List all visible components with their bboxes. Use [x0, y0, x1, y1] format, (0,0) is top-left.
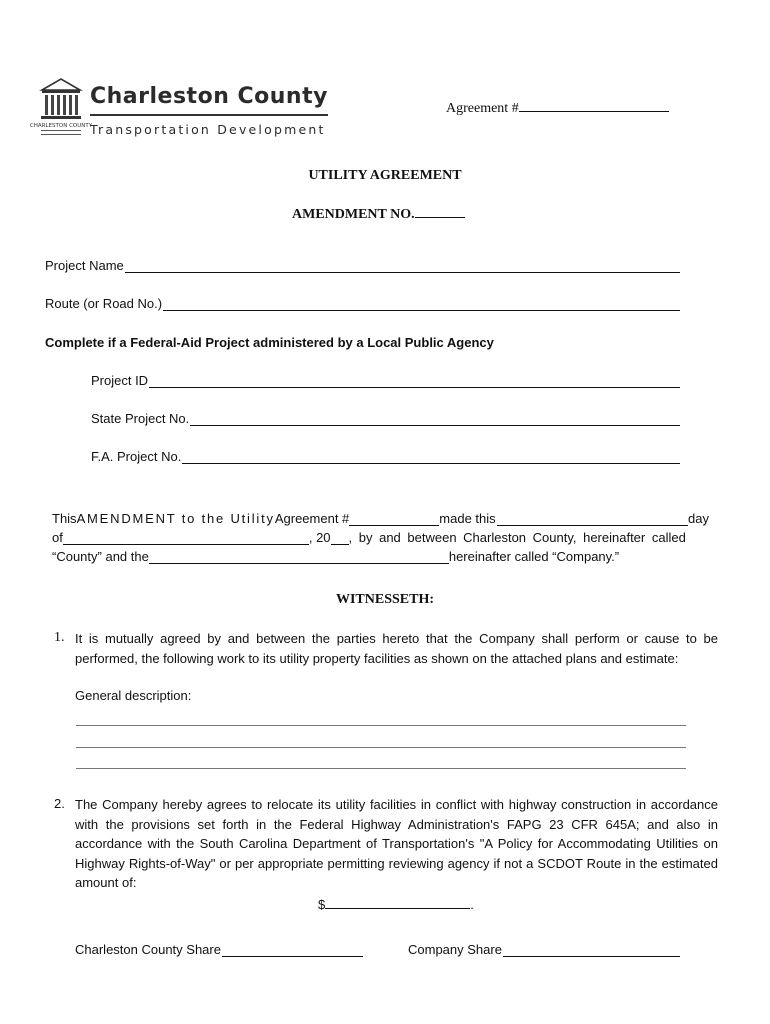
agreement-number-label: Agreement #	[446, 101, 519, 116]
project-name-blank[interactable]	[125, 258, 680, 273]
amendment-number	[292, 204, 465, 223]
county-share-label: Charleston County Share	[75, 942, 221, 957]
intro-day-blank[interactable]	[497, 511, 688, 526]
intro-county-and: “County” and the	[52, 549, 149, 564]
witnesseth-heading: WITNESSETH:	[335, 592, 435, 607]
federal-aid-heading: Complete if a Federal-Aid Project administered by a Local Public Agency	[45, 335, 494, 350]
fa-project-label: F.A. Project No.	[91, 449, 182, 464]
estimated-amount-blank[interactable]	[325, 895, 470, 909]
company-share-field	[408, 942, 680, 957]
fa-project-field	[91, 449, 680, 464]
state-project-field	[91, 411, 680, 426]
intro-agreement: Agreement #	[274, 511, 350, 526]
intro-day: day	[688, 511, 709, 526]
seal-text: CHARLESTON COUNTY	[29, 123, 93, 129]
intro-line-3	[52, 549, 692, 564]
project-id-field	[91, 373, 680, 388]
amendment-number-blank[interactable]	[415, 204, 465, 218]
intro-this: This	[52, 511, 77, 526]
project-id-blank[interactable]	[149, 373, 680, 388]
route-blank[interactable]	[163, 296, 680, 311]
intro-amendment-word: AMENDMENT to the Utility	[76, 511, 275, 526]
general-description-label: General description:	[75, 688, 192, 703]
dollar-sign: $	[318, 897, 326, 912]
route-label: Route (or Road No.)	[45, 296, 163, 311]
company-share-blank[interactable]	[503, 942, 680, 957]
estimated-amount-field	[318, 895, 474, 912]
intro-agreement-blank[interactable]	[349, 512, 439, 526]
project-name-label: Project Name	[45, 258, 124, 273]
intro-line-1	[52, 511, 709, 526]
description-line[interactable]	[76, 747, 686, 748]
document-title: UTILITY AGREEMENT	[308, 168, 462, 183]
project-id-label: Project ID	[91, 373, 149, 388]
county-share-field	[75, 942, 363, 957]
item-2-text: The Company hereby agrees to relocate its utility facilities in conflict with highway construction in accordance with the provisions set forth in the Federal Highway Administration's FAPG 23 CFR 645A; and also in accordance with the South Carolina Department of Transportation's "A Policy for Accommodating Utilities on Highway Rights-of-Way" or per appropriate permitting reviewing agency if not a SCDOT Route in the estimated amount of:	[75, 797, 718, 890]
intro-year-blank[interactable]	[331, 531, 349, 545]
amount-period: .	[470, 897, 474, 912]
description-line[interactable]	[76, 768, 686, 769]
logo-subtitle: Transportation Development	[90, 122, 326, 137]
agreement-number-field	[446, 98, 669, 117]
intro-company-called: hereinafter called “Company.”	[448, 549, 620, 564]
agreement-number-blank[interactable]	[519, 98, 669, 112]
state-project-label: State Project No.	[91, 411, 190, 426]
item-1-text: It is mutually agreed by and between the parties hereto that the Company shall perform or cause to be performed, the following work to its utility property facilities as shown on the attached plans and estimate:	[75, 631, 718, 666]
county-share-blank[interactable]	[222, 942, 363, 957]
description-line[interactable]	[76, 725, 686, 726]
state-project-blank[interactable]	[190, 411, 680, 426]
courthouse-seal-icon	[29, 76, 93, 140]
intro-between: , by and between Charleston County, hereinafter called	[348, 530, 686, 545]
company-share-label: Company Share	[408, 942, 502, 957]
county-logo	[29, 76, 338, 142]
item-1-number: 1.	[54, 630, 65, 645]
intro-month-blank[interactable]	[63, 531, 309, 545]
intro-of: of	[52, 530, 63, 545]
amendment-label: AMENDMENT NO.	[292, 207, 415, 222]
item-2-number: 2.	[54, 796, 65, 811]
route-field	[45, 296, 680, 311]
intro-year-prefix: , 20	[308, 530, 331, 545]
logo-title: Charleston County	[90, 84, 328, 109]
intro-company-blank[interactable]	[149, 550, 449, 564]
project-name-field	[45, 258, 680, 273]
intro-made-this: made this	[439, 511, 496, 526]
logo-rule	[90, 114, 328, 116]
fa-project-blank[interactable]	[182, 449, 680, 464]
intro-line-2	[52, 530, 718, 545]
